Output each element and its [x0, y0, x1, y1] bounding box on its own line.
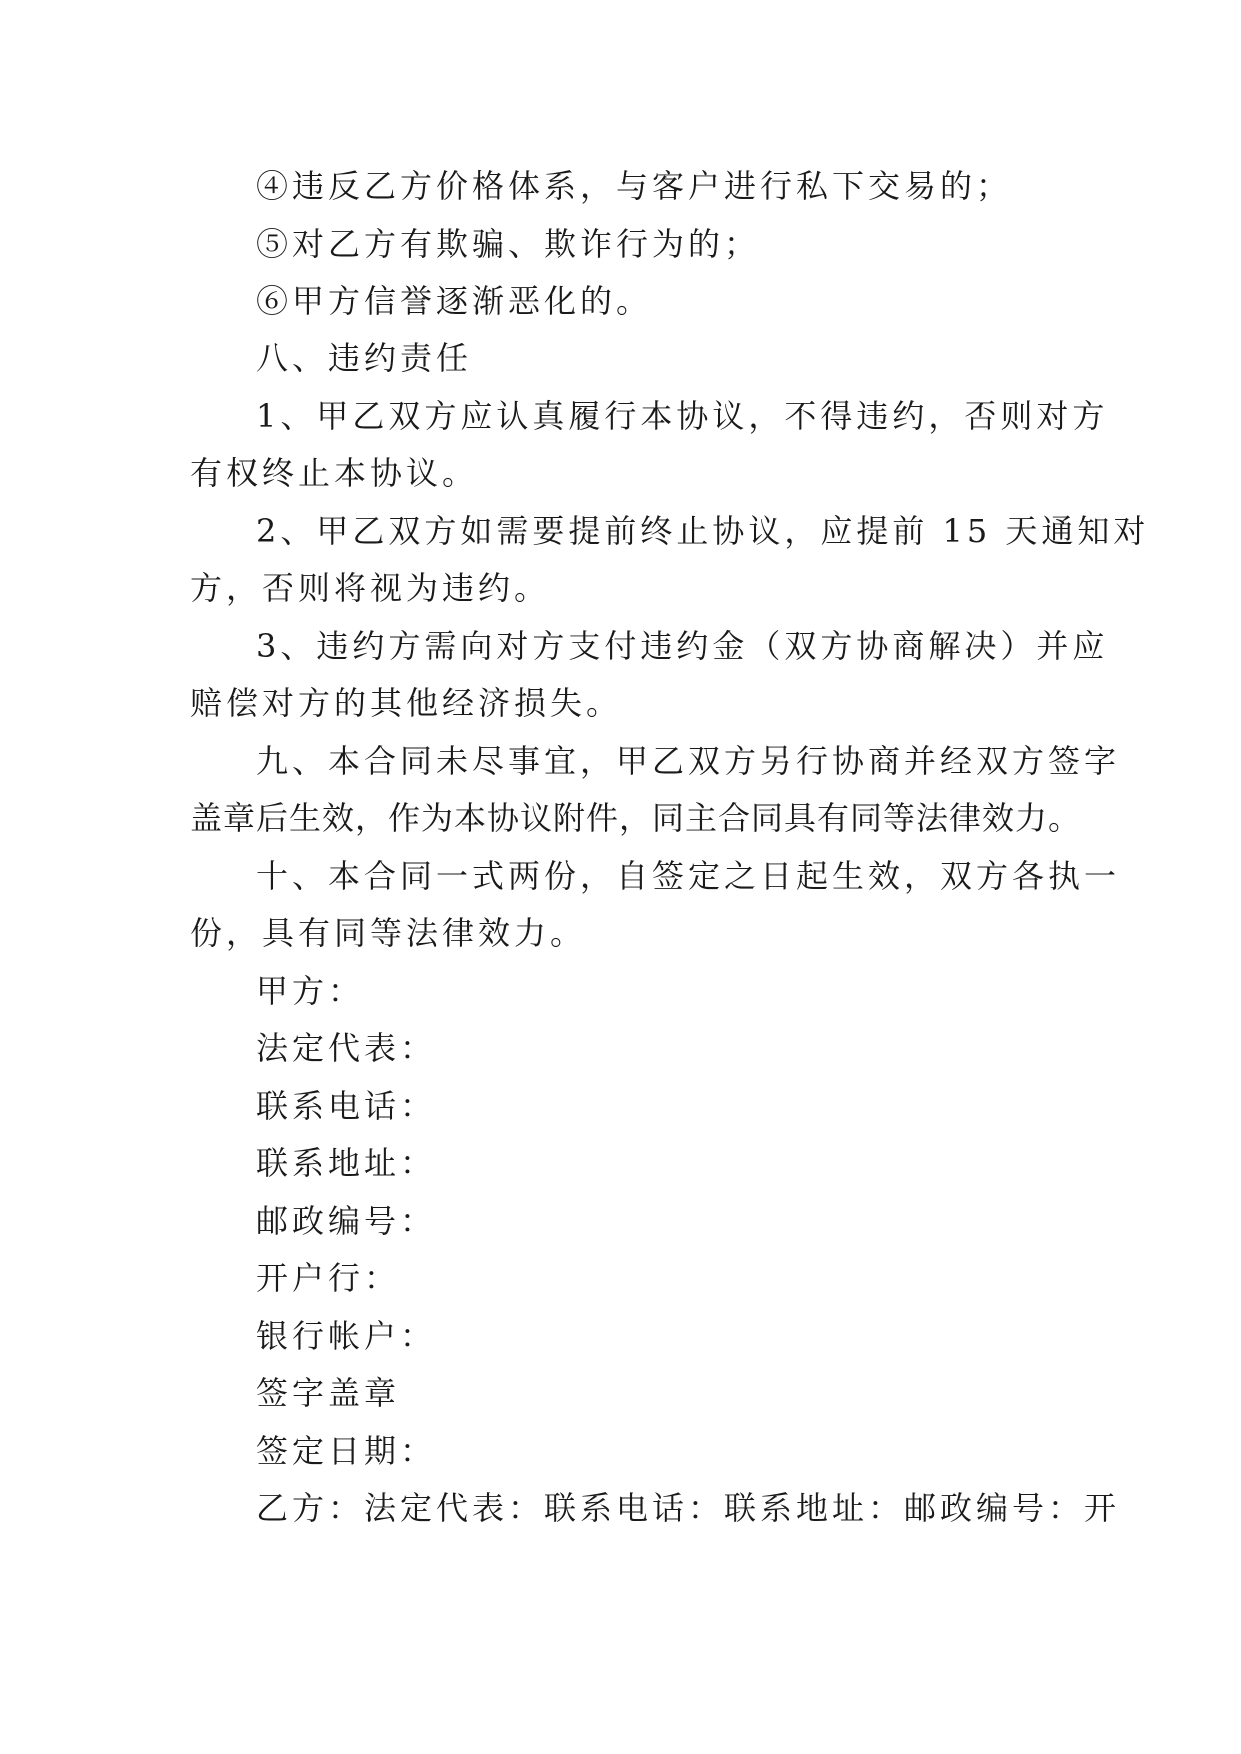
section-9-line-1: 九、本合同未尽事宜，甲乙双方另行协商并经双方签字 — [256, 742, 1121, 780]
clause-item-5: ⑤对乙方有欺骗、欺诈行为的； — [256, 225, 761, 263]
breach-clause-3-line-1: 3、违约方需向对方支付违约金（双方协商解决）并应 — [256, 627, 1109, 665]
clause-item-6: ⑥甲方信誉逐渐恶化的。 — [256, 282, 653, 320]
signing-date-label: 签定日期： — [256, 1432, 437, 1470]
postal-code-label: 邮政编号： — [256, 1202, 437, 1240]
breach-clause-2-line-2: 方，否则将视为违约。 — [190, 569, 551, 607]
bank-account-label: 银行帐户： — [256, 1317, 437, 1355]
breach-clause-2-line-1: 2、甲乙双方如需要提前终止协议，应提前 15 天通知对 — [256, 512, 1150, 550]
section-heading-breach: 八、违约责任 — [256, 339, 473, 377]
section-9-line-2: 盖章后生效，作为本协议附件，同主合同具有同等法律效力。 — [190, 799, 1082, 837]
party-a-label: 甲方： — [256, 972, 365, 1010]
contact-address-label: 联系地址： — [256, 1144, 437, 1182]
breach-clause-1-line-2: 有权终止本协议。 — [190, 454, 479, 492]
clause-item-4: ④违反乙方价格体系，与客户进行私下交易的； — [256, 167, 1013, 205]
section-10-line-1: 十、本合同一式两份，自签定之日起生效，双方各执一 — [256, 857, 1121, 895]
legal-representative-label: 法定代表： — [256, 1029, 437, 1067]
contact-phone-label: 联系电话： — [256, 1087, 437, 1125]
signature-seal-label: 签字盖章 — [256, 1374, 401, 1412]
breach-clause-1-line-1: 1、甲乙双方应认真履行本协议，不得违约，否则对方 — [256, 397, 1109, 435]
bank-label: 开户行： — [256, 1259, 401, 1297]
section-10-line-2: 份，具有同等法律效力。 — [190, 914, 587, 952]
party-b-fields-line: 乙方：法定代表：联系电话：联系地址：邮政编号：开 — [256, 1489, 1121, 1527]
breach-clause-3-line-2: 赔偿对方的其他经济损失。 — [190, 684, 623, 722]
